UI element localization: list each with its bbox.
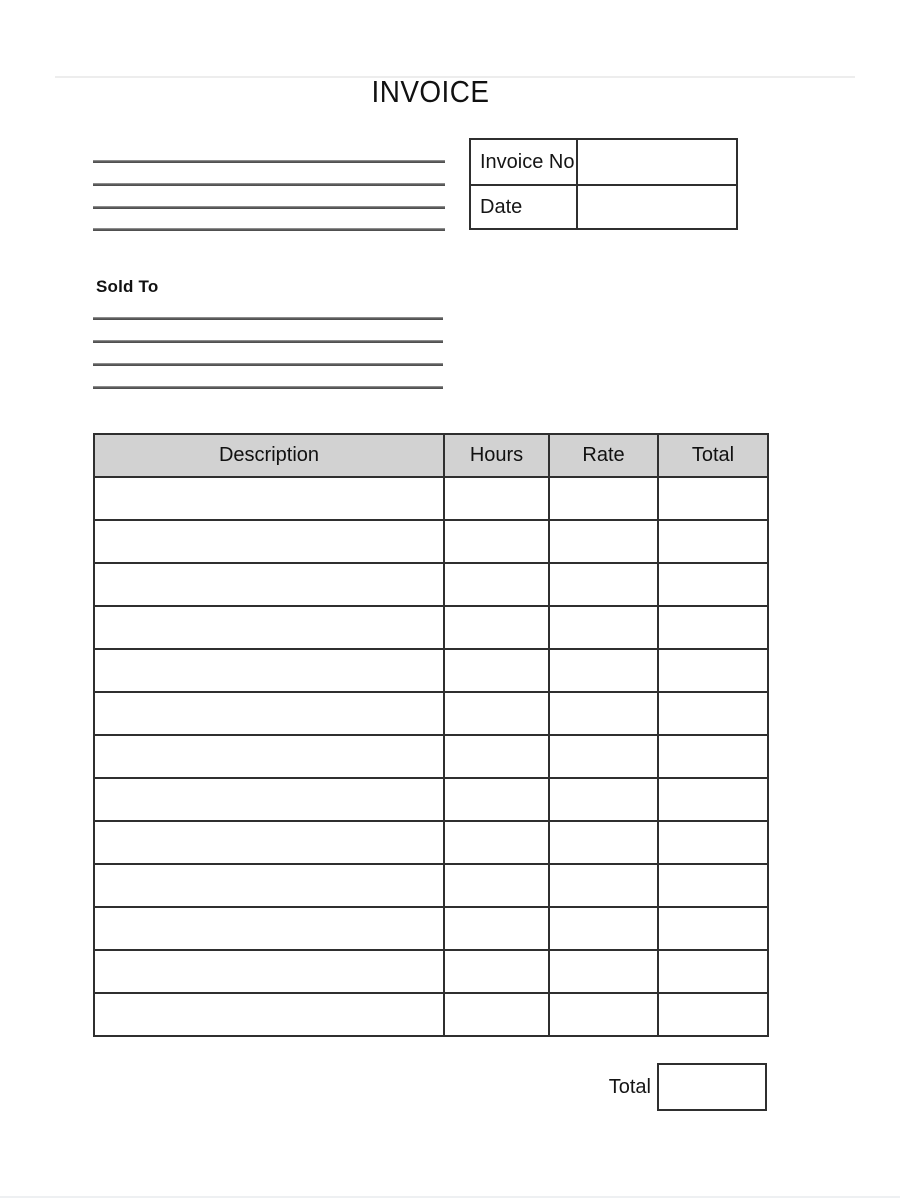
item-cell-total[interactable] <box>658 821 768 864</box>
item-cell-description[interactable] <box>94 735 444 778</box>
item-row-2 <box>94 520 768 563</box>
item-cell-description[interactable] <box>94 477 444 520</box>
item-cell-rate[interactable] <box>549 950 658 993</box>
page-title-text: INVOICE <box>371 74 489 109</box>
column-header-description: Description <box>94 434 444 477</box>
item-cell-rate[interactable] <box>549 907 658 950</box>
item-cell-rate[interactable] <box>549 649 658 692</box>
item-cell-total[interactable] <box>658 993 768 1036</box>
invoice-no-label: Invoice No <box>471 140 578 184</box>
item-cell-description[interactable] <box>94 649 444 692</box>
item-cell-total[interactable] <box>658 477 768 520</box>
item-cell-hours[interactable] <box>444 778 549 821</box>
item-cell-rate[interactable] <box>549 563 658 606</box>
item-cell-description[interactable] <box>94 692 444 735</box>
billing-line-4[interactable] <box>93 228 445 231</box>
sold-to-line-3[interactable] <box>93 363 443 366</box>
item-cell-total[interactable] <box>658 563 768 606</box>
page-bottom-edge <box>0 1196 900 1198</box>
item-cell-description[interactable] <box>94 950 444 993</box>
item-cell-hours[interactable] <box>444 606 549 649</box>
item-cell-total[interactable] <box>658 606 768 649</box>
item-cell-hours[interactable] <box>444 477 549 520</box>
item-cell-description[interactable] <box>94 778 444 821</box>
invoice-meta-box <box>469 138 738 230</box>
item-cell-hours[interactable] <box>444 692 549 735</box>
item-cell-hours[interactable] <box>444 993 549 1036</box>
sold-to-line-1[interactable] <box>93 317 443 320</box>
item-cell-total[interactable] <box>658 864 768 907</box>
sold-to-line-4[interactable] <box>93 386 443 389</box>
total-amount-field[interactable] <box>657 1063 767 1111</box>
date-label: Date <box>471 184 578 228</box>
item-cell-hours[interactable] <box>444 563 549 606</box>
item-cell-hours[interactable] <box>444 907 549 950</box>
column-header-rate: Rate <box>549 434 658 477</box>
sold-to-line-2[interactable] <box>93 340 443 343</box>
billing-line-1[interactable] <box>93 160 445 163</box>
item-row-5 <box>94 649 768 692</box>
item-cell-rate[interactable] <box>549 778 658 821</box>
item-cell-total[interactable] <box>658 907 768 950</box>
table-header-row <box>94 434 768 477</box>
column-header-total: Total <box>658 434 768 477</box>
item-cell-total[interactable] <box>658 735 768 778</box>
item-row-4 <box>94 606 768 649</box>
item-cell-description[interactable] <box>94 563 444 606</box>
item-cell-rate[interactable] <box>549 735 658 778</box>
item-row-11 <box>94 907 768 950</box>
invoice-no-field[interactable] <box>578 140 736 184</box>
item-cell-total[interactable] <box>658 950 768 993</box>
item-cell-description[interactable] <box>94 606 444 649</box>
item-row-6 <box>94 692 768 735</box>
item-cell-rate[interactable] <box>549 864 658 907</box>
item-row-10 <box>94 864 768 907</box>
item-cell-rate[interactable] <box>549 477 658 520</box>
item-row-9 <box>94 821 768 864</box>
item-cell-rate[interactable] <box>549 606 658 649</box>
item-cell-description[interactable] <box>94 864 444 907</box>
item-cell-rate[interactable] <box>549 993 658 1036</box>
table-header <box>94 434 768 477</box>
item-cell-hours[interactable] <box>444 950 549 993</box>
item-row-12 <box>94 950 768 993</box>
item-cell-hours[interactable] <box>444 735 549 778</box>
item-row-8 <box>94 778 768 821</box>
item-cell-rate[interactable] <box>549 821 658 864</box>
date-field[interactable] <box>578 184 736 228</box>
billing-line-3[interactable] <box>93 206 445 209</box>
item-cell-total[interactable] <box>658 649 768 692</box>
item-row-7 <box>94 735 768 778</box>
item-cell-description[interactable] <box>94 907 444 950</box>
item-cell-rate[interactable] <box>549 520 658 563</box>
item-cell-hours[interactable] <box>444 864 549 907</box>
table-body <box>94 477 768 1036</box>
item-cell-total[interactable] <box>658 692 768 735</box>
page-title <box>93 74 767 110</box>
item-row-1 <box>94 477 768 520</box>
item-cell-description[interactable] <box>94 993 444 1036</box>
item-cell-hours[interactable] <box>444 821 549 864</box>
item-row-13 <box>94 993 768 1036</box>
item-cell-hours[interactable] <box>444 520 549 563</box>
item-cell-description[interactable] <box>94 821 444 864</box>
item-row-3 <box>94 563 768 606</box>
item-cell-total[interactable] <box>658 778 768 821</box>
total-label: Total <box>608 1075 651 1098</box>
item-cell-rate[interactable] <box>549 692 658 735</box>
item-cell-total[interactable] <box>658 520 768 563</box>
line-items-table <box>93 433 769 1037</box>
billing-line-2[interactable] <box>93 183 445 186</box>
column-header-hours: Hours <box>444 434 549 477</box>
sold-to-label: Sold To <box>96 277 159 296</box>
item-cell-hours[interactable] <box>444 649 549 692</box>
item-cell-description[interactable] <box>94 520 444 563</box>
